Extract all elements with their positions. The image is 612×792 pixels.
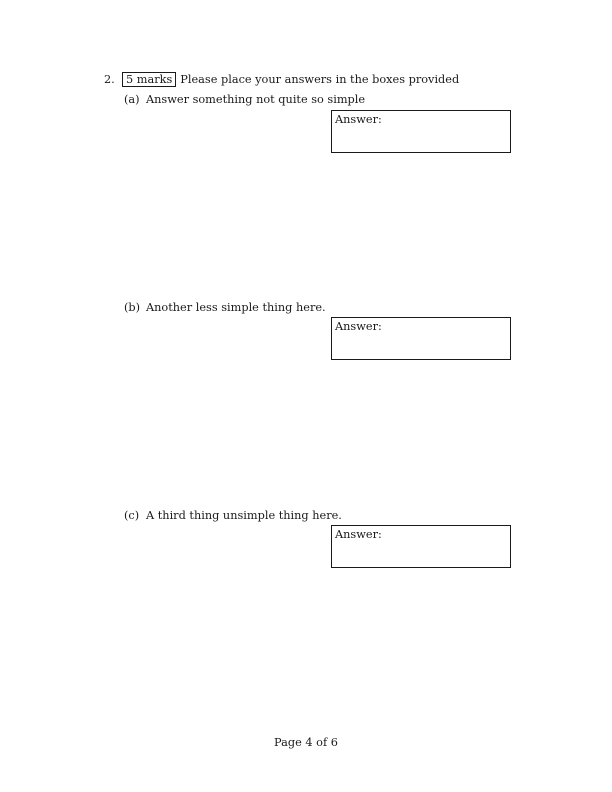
part-label: (a) (124, 93, 140, 106)
question-part-c (124, 509, 342, 523)
part-text: Answer something not quite so simple (146, 93, 366, 106)
answer-box-c[interactable] (331, 525, 511, 568)
question-instruction: Please place your answers in the boxes provided (180, 73, 460, 86)
answer-label: Answer: (335, 113, 382, 126)
answer-box-a[interactable] (331, 110, 511, 153)
part-label: (b) (124, 301, 141, 314)
answer-label: Answer: (335, 320, 382, 333)
part-text: A third thing unsimple thing here. (146, 509, 342, 522)
question-part-b (124, 301, 326, 315)
part-label: (c) (124, 509, 140, 522)
answer-box-b[interactable] (331, 317, 511, 360)
page-footer: Page 4 of 6 (274, 736, 338, 749)
marks-box: 5 marks (122, 72, 176, 87)
question-header (104, 72, 459, 87)
question-number: 2. (104, 73, 115, 86)
answer-label: Answer: (335, 528, 382, 541)
part-text: Another less simple thing here. (146, 301, 326, 314)
question-part-a (124, 93, 365, 107)
